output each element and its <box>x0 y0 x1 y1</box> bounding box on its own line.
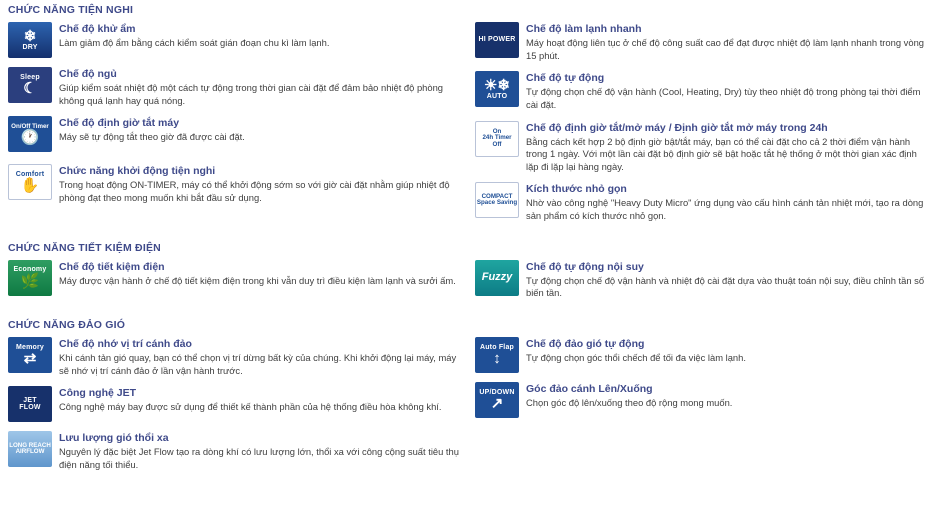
feature-body <box>526 382 732 410</box>
leaf-icon: 🌿 <box>20 272 40 290</box>
diagonal-arrow-icon: ↗ <box>490 395 504 413</box>
feature-title: Chế độ đảo gió tự động <box>526 337 645 350</box>
feature-desc: Máy được vận hành ở chế độ tiết kiệm điện trong khi vẫn duy trì điều kiện làm lạnh và sưởi ấm. <box>59 274 456 286</box>
feature-desc: Làm giảm độ ẩm bằng cách kiểm soát gián đoạn chu kì làm lạnh. <box>59 37 330 49</box>
column-right <box>467 337 934 481</box>
feature-desc: Tự động chọn góc thổi chếch để tối đa việc làm lạnh. <box>526 351 746 363</box>
column-right <box>467 22 934 232</box>
feature-title: Chức năng khởi động tiện nghi <box>59 165 216 178</box>
feature-desc: Nhờ vào công nghệ "Heavy Duty Micro" ứng dụng vào cấu hình cánh tản nhiệt mới, tạo ra dòng sản phẩm có kích thước nhỏ gọn. <box>526 197 924 221</box>
24h-timer-icon: On 24h Timer Off <box>475 121 519 157</box>
column-left <box>0 22 467 232</box>
feature-desc: Nguyên lý đặc biệt Jet Flow tạo ra dòng khí có lưu lượng lớn, thổi xa với công cộng suất tiêu thụ điện năng tối thiểu. <box>59 446 459 470</box>
hand-icon: ✋ <box>20 177 40 195</box>
feature-title: Chế độ khử ẩm <box>59 23 136 35</box>
feature-body <box>526 182 928 222</box>
feature-item <box>475 182 928 222</box>
feature-item <box>475 382 928 418</box>
feature-item <box>8 116 461 152</box>
memory-flap-icon: Memory ⇄ <box>8 337 52 373</box>
section-comfort <box>0 4 935 232</box>
feature-desc: Tự động chọn chế độ vận hành và nhiệt độ cài đặt dựa vào thuật toán nội suy, điều chỉnh tần số biến tần. <box>526 274 925 299</box>
feature-desc: Tự động chọn chế độ vận hành (Cool, Heating, Dry) tùy theo nhiệt độ trong phòng tại thời điểm cài đặt. <box>526 86 921 110</box>
feature-item <box>8 67 461 107</box>
sun-snowflake-icon: ☀❄ <box>483 77 510 95</box>
section-columns <box>0 337 935 481</box>
feature-item <box>8 337 461 377</box>
snowflake-icon: ❄ <box>23 27 37 45</box>
feature-item <box>8 164 461 204</box>
feature-body <box>526 260 928 300</box>
feature-title: Chế độ tiết kiệm điện <box>59 260 165 273</box>
feature-item <box>8 386 461 422</box>
feature-body <box>526 337 746 365</box>
jet-flow-icon: JET FLOW <box>8 386 52 422</box>
feature-item <box>8 260 461 296</box>
feature-title: Chế độ nhớ vị trí cánh đảo <box>59 337 192 350</box>
section-title: CHỨC NĂNG ĐẢO GIÓ <box>8 318 126 331</box>
clock-icon: 🕐 <box>20 129 40 146</box>
feature-body <box>526 71 928 111</box>
swap-arrows-icon: ⇄ <box>23 350 37 368</box>
feature-desc: Máy sẽ tự động tắt theo giờ đã được cài đặt. <box>59 131 245 143</box>
feature-body <box>59 67 461 107</box>
feature-title: Góc đảo cánh Lên/Xuống <box>526 382 653 395</box>
feature-body <box>526 121 928 174</box>
feature-desc: Bằng cách kết hợp 2 bộ định giờ bật/tắt máy, bạn có thể cài đặt cho cả 2 thời điểm vận hành trong 1 ngày. Với một lần cài đặt bộ định giờ sẽ bật hoặc tắt hệ thống ở một thời gian xác định lặp đi lặp lại hàng ngày. <box>526 135 917 172</box>
feature-body <box>59 337 461 377</box>
auto-mode-icon: ☀❄ AUTO <box>475 71 519 107</box>
feature-title: Chế độ tự động nội suy <box>526 260 644 273</box>
feature-desc: Chọn góc độ lên/xuống theo độ rộng mong muốn. <box>526 396 733 408</box>
column-left <box>0 260 467 309</box>
feature-item <box>475 71 928 111</box>
feature-body <box>59 260 456 288</box>
feature-title: Chế độ tự động <box>526 72 605 85</box>
feature-desc: Công nghệ máy bay được sử dụng để thiết kế thành phần của hệ thống điều hòa không khí. <box>59 401 442 413</box>
column-right <box>467 260 934 309</box>
feature-body <box>59 386 442 414</box>
hi-power-icon: HI POWER <box>475 22 519 58</box>
long-reach-airflow-icon: LONG REACH AIRFLOW <box>8 431 52 467</box>
section-airflow <box>0 319 935 481</box>
up-down-flap-icon: UP/DOWN ↗ <box>475 382 519 418</box>
feature-title: Chế độ định giờ tắt máy <box>59 117 180 130</box>
feature-title: Chế độ ngủ <box>59 68 117 80</box>
section-energy-saving <box>0 242 935 309</box>
section-columns <box>0 260 935 309</box>
comfort-start-icon: Comfort ✋ <box>8 164 52 200</box>
feature-body <box>59 22 329 50</box>
feature-title: Chế độ làm lạnh nhanh <box>526 23 642 35</box>
dry-mode-icon: ❄ DRY <box>8 22 52 58</box>
auto-flap-icon: Auto Flap ↕ <box>475 337 519 373</box>
feature-item <box>475 22 928 62</box>
fuzzy-logic-icon: Fuzzy <box>475 260 519 296</box>
feature-title: Công nghệ JET <box>59 387 136 400</box>
feature-item <box>475 260 928 300</box>
compact-size-icon: COMPACT Space Saving <box>475 182 519 218</box>
section-columns <box>0 22 935 232</box>
section-title: CHỨC NĂNG TIỆN NGHI <box>8 4 134 16</box>
column-left <box>0 337 467 481</box>
feature-title: Lưu lượng gió thổi xa <box>59 432 169 445</box>
feature-item <box>8 22 461 58</box>
sleep-mode-icon: Sleep ☾ <box>8 67 52 103</box>
feature-item <box>475 121 928 174</box>
feature-title: Chế độ định giờ tắt/mở máy / Định giờ tắt mở máy trong 24h <box>526 121 828 134</box>
feature-body <box>59 431 461 471</box>
feature-desc: Giúp kiểm soát nhiệt độ một cách tự động trong thời gian cài đặt để đảm bảo nhiệt độ phòng không quá lạnh hay quá nóng. <box>59 82 444 106</box>
section-title: CHỨC NĂNG TIẾT KIỆM ĐIỆN <box>8 241 161 254</box>
moon-icon: ☾ <box>23 80 37 98</box>
feature-desc: Máy hoạt động liên tục ở chế độ công suất cao để đạt được nhiệt độ làm lạnh nhanh trong vòng 15 phút. <box>526 37 925 61</box>
on-off-timer-icon: On/Off Timer 🕐 <box>8 116 52 152</box>
economy-mode-icon: Economy 🌿 <box>8 260 52 296</box>
feature-body <box>59 164 461 204</box>
feature-item <box>8 431 461 471</box>
feature-item <box>475 337 928 373</box>
updown-arrow-icon: ↕ <box>493 350 501 368</box>
feature-desc: Khi cánh tản gió quay, bạn có thể chọn vị trí dừng bất kỳ của chúng. Khi khởi động lại máy, máy sẽ nhớ vị trí cánh đảo ở lần vận hành trước. <box>59 351 457 376</box>
feature-body <box>526 22 928 62</box>
feature-body <box>59 116 245 144</box>
feature-title: Kích thước nhỏ gọn <box>526 183 627 196</box>
feature-desc: Trong hoạt động ON-TIMER, máy có thể khởi động sớm so với giờ cài đặt nhằm giúp nhiệt độ phòng đạt theo mong muốn khi bắt đầu sử dụng. <box>59 179 450 203</box>
